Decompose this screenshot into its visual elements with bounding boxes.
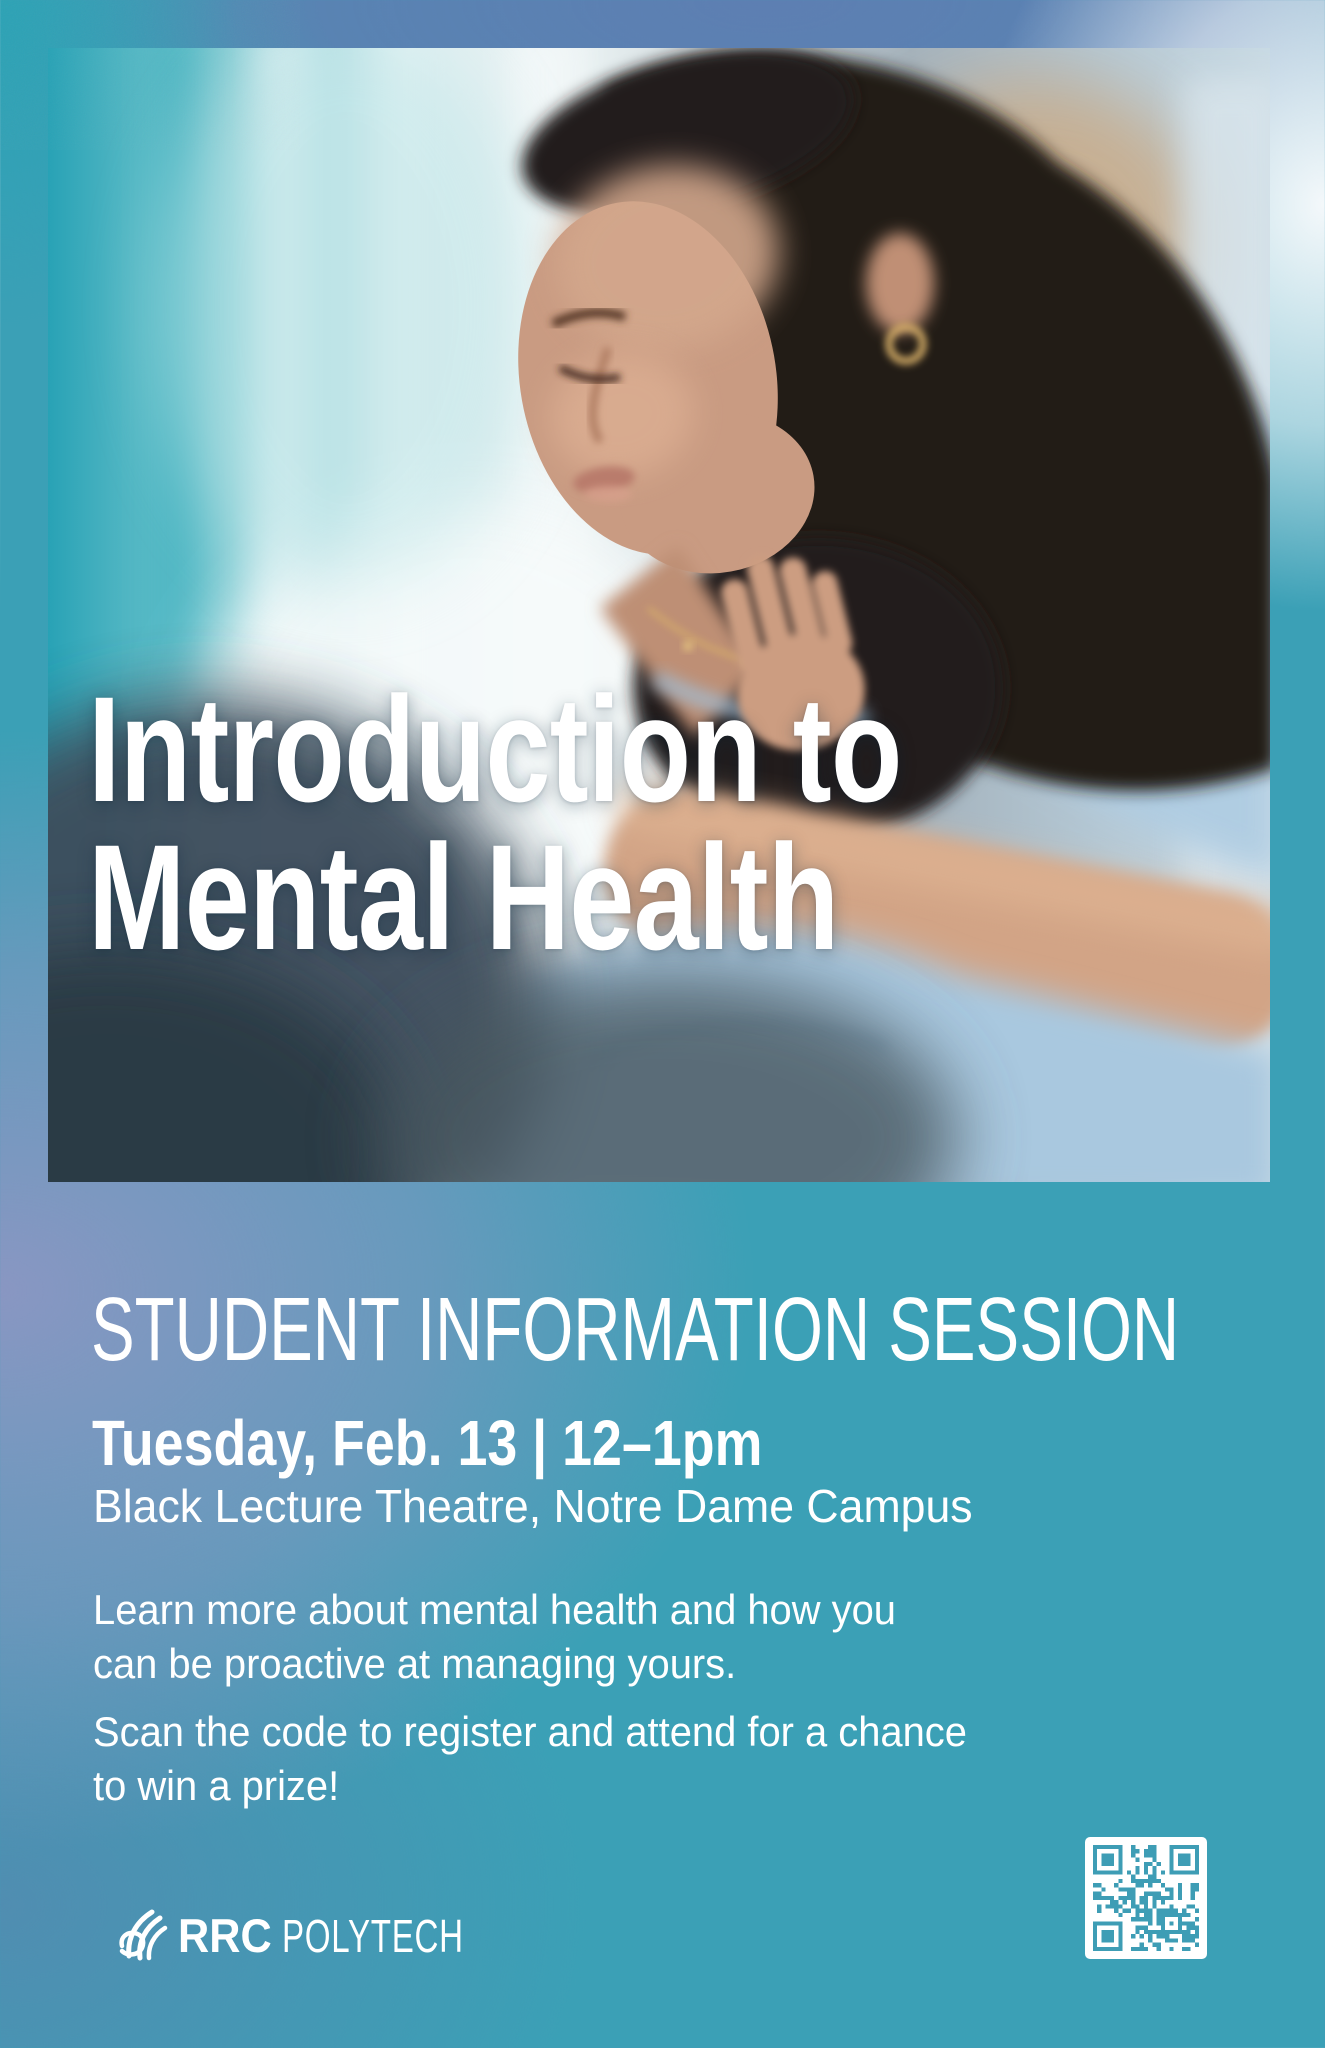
event-datetime: Tuesday, Feb. 13 | 12–1pm (92, 1407, 763, 1479)
title-line-1: Introduction to (88, 665, 902, 833)
body-paragraph-2 (93, 1705, 1013, 1813)
poster-title (88, 665, 1131, 981)
qr-code-pattern (1093, 1845, 1199, 1951)
qr-code (1085, 1837, 1207, 1959)
body-p1-line1: Learn more about mental health and how you (93, 1586, 896, 1633)
rrc-polytech-logo (112, 1906, 534, 1966)
rrc-flower-icon (112, 1908, 168, 1964)
event-location: Black Lecture Theatre, Notre Dame Campus (93, 1480, 973, 1532)
body-paragraph-1 (93, 1583, 938, 1691)
title-line-2: Mental Health (88, 813, 839, 981)
photo-illustration (48, 48, 1270, 1182)
logo-text-polytech: POLYTECH (281, 1910, 464, 1962)
hero-photo (48, 48, 1270, 1182)
body-p2-line1: Scan the code to register and attend for a chance (93, 1708, 967, 1755)
logo-text-rrc: RRC (178, 1909, 272, 1962)
body-p2-line2: to win a prize! (93, 1762, 340, 1809)
subtitle: STUDENT INFORMATION SESSION (91, 1280, 1180, 1380)
body-p1-line2: can be proactive at managing yours. (93, 1640, 737, 1687)
